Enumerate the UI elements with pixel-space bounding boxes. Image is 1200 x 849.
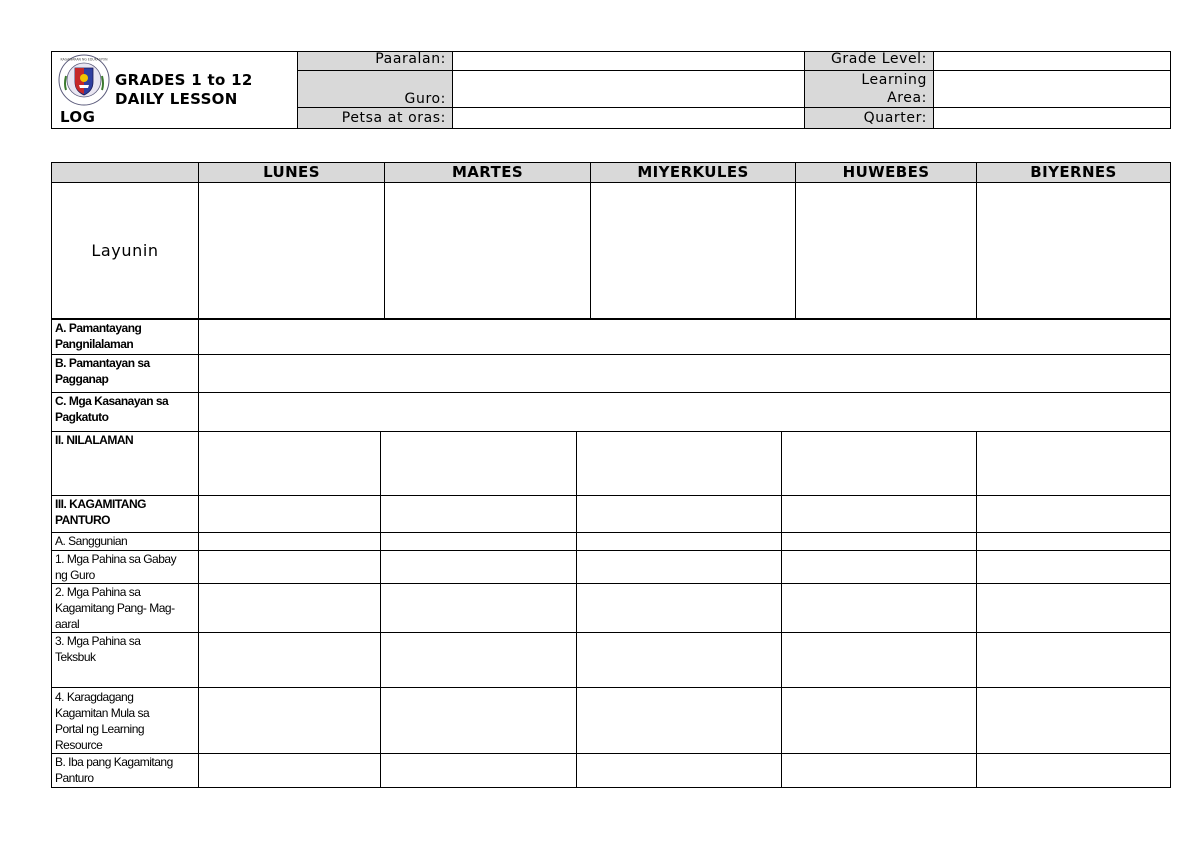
row-label-line: Pagkatuto — [55, 410, 109, 424]
row-label-line: B. Pamantayan sa — [55, 356, 150, 370]
grade-level-label: Grade Level: — [805, 52, 934, 71]
layunin-cell-miyerkules[interactable] — [591, 183, 796, 319]
guro-field[interactable] — [453, 71, 805, 108]
iba-pang-cell-martes[interactable] — [381, 754, 577, 788]
kagamitang-panturo-cell-huwebes[interactable] — [782, 496, 977, 533]
teksbuk-cell-miyerkules[interactable] — [577, 633, 782, 688]
pamantayan-sa-pagganap-cell[interactable] — [199, 355, 1171, 393]
row-label-line: Pangnilalaman — [55, 336, 134, 351]
row-label-line: C. Mga Kasanayan sa — [55, 394, 169, 408]
seal-text: KAGAWARAN NG EDUKASYON — [60, 57, 108, 62]
row-label-line: ng Guro — [55, 568, 95, 582]
karagdagang-cell-lunes[interactable] — [199, 688, 381, 754]
iba-pang-cell-biyernes[interactable] — [977, 754, 1171, 788]
layunin-label: Layunin — [52, 183, 199, 319]
header-table — [51, 51, 1171, 129]
teksbuk-cell-biyernes[interactable] — [977, 633, 1171, 688]
kagamitang-panturo-cell-biyernes[interactable] — [977, 496, 1171, 533]
row-label-karagdagang-kagamitan — [52, 688, 199, 754]
sanggunian-cell-biyernes[interactable] — [977, 533, 1171, 551]
title-block — [52, 52, 298, 129]
row-label-line: Resource — [55, 738, 103, 752]
row-label-line: A. Sanggunian — [55, 534, 128, 548]
kagamitang-panturo-cell-martes[interactable] — [381, 496, 577, 533]
row-label-line: 1. Mga Pahina sa Gabay — [55, 552, 177, 566]
lesson-plan-table — [51, 162, 1171, 788]
row-label-line: II. NILALAMAN — [55, 433, 134, 447]
iba-pang-cell-lunes[interactable] — [199, 754, 381, 788]
row-label-line: Teksbuk — [55, 650, 96, 664]
day-header-huwebes: HUWEBES — [796, 163, 977, 183]
day-header-biyernes: BIYERNES — [977, 163, 1171, 183]
teksbuk-cell-martes[interactable] — [381, 633, 577, 688]
learning-area-label — [805, 71, 934, 108]
sanggunian-cell-martes[interactable] — [381, 533, 577, 551]
row-label-teksbuk — [52, 633, 199, 688]
learning-area-field[interactable] — [934, 71, 1171, 108]
row-label-iba-pang-kagamitan — [52, 754, 199, 788]
pang-mag-aaral-cell-miyerkules[interactable] — [577, 584, 782, 633]
nilalaman-cell-martes[interactable] — [381, 432, 577, 496]
row-label-line: Portal ng Learning — [55, 722, 145, 736]
petsa-label: Petsa at oras: — [298, 108, 453, 129]
row-label-line: PANTURO — [55, 513, 110, 527]
pang-mag-aaral-cell-lunes[interactable] — [199, 584, 381, 633]
deped-seal-icon — [58, 54, 110, 106]
row-label-line: A. Pamantayang — [55, 320, 142, 335]
karagdagang-cell-martes[interactable] — [381, 688, 577, 754]
row-label-gabay-ng-guro — [52, 551, 199, 584]
title-line-2: DAILY LESSON — [115, 90, 238, 108]
sanggunian-cell-miyerkules[interactable] — [577, 533, 782, 551]
pang-mag-aaral-cell-biyernes[interactable] — [977, 584, 1171, 633]
layunin-cell-huwebes[interactable] — [796, 183, 977, 319]
pamantayang-pangnilalaman-cell[interactable] — [199, 319, 1171, 355]
gabay-ng-guro-cell-miyerkules[interactable] — [577, 551, 782, 584]
gabay-ng-guro-cell-huwebes[interactable] — [782, 551, 977, 584]
row-label-kasanayan-sa-pagkatuto — [52, 393, 199, 432]
gabay-ng-guro-cell-biyernes[interactable] — [977, 551, 1171, 584]
corner-cell — [52, 163, 199, 183]
paaralan-label: Paaralan: — [298, 52, 453, 71]
row-label-line: Kagamitan Mula sa — [55, 706, 150, 720]
row-label-line: 3. Mga Pahina sa — [55, 634, 141, 648]
row-label-line: Panturo — [55, 771, 94, 785]
row-label-line: Kagamitang Pang- Mag- — [55, 601, 175, 615]
row-label-kagamitang-pang-mag-aaral — [52, 584, 199, 633]
sanggunian-cell-lunes[interactable] — [199, 533, 381, 551]
row-label-kagamitang-panturo — [52, 496, 199, 533]
row-label-pamantayang-pangnilalaman — [52, 319, 199, 355]
grade-level-field[interactable] — [934, 52, 1171, 71]
teksbuk-cell-huwebes[interactable] — [782, 633, 977, 688]
row-label-nilalaman — [52, 432, 199, 496]
learning-area-label-line-1: Learning — [861, 72, 927, 88]
learning-area-label-line-2: Area: — [887, 90, 927, 106]
paaralan-field[interactable] — [453, 52, 805, 71]
kagamitang-panturo-cell-lunes[interactable] — [199, 496, 381, 533]
nilalaman-cell-lunes[interactable] — [199, 432, 381, 496]
gabay-ng-guro-cell-lunes[interactable] — [199, 551, 381, 584]
row-label-line: aaral — [55, 617, 80, 631]
row-label-line: 2. Mga Pahina sa — [55, 585, 141, 599]
day-header-miyerkules: MIYERKULES — [591, 163, 796, 183]
iba-pang-cell-huwebes[interactable] — [782, 754, 977, 788]
layunin-cell-lunes[interactable] — [199, 183, 385, 319]
iba-pang-cell-miyerkules[interactable] — [577, 754, 782, 788]
karagdagang-cell-biyernes[interactable] — [977, 688, 1171, 754]
sanggunian-cell-huwebes[interactable] — [782, 533, 977, 551]
petsa-field[interactable] — [453, 108, 805, 129]
gabay-ng-guro-cell-martes[interactable] — [381, 551, 577, 584]
nilalaman-cell-biyernes[interactable] — [977, 432, 1171, 496]
pang-mag-aaral-cell-huwebes[interactable] — [782, 584, 977, 633]
layunin-cell-martes[interactable] — [385, 183, 591, 319]
quarter-field[interactable] — [934, 108, 1171, 129]
pang-mag-aaral-cell-martes[interactable] — [381, 584, 577, 633]
title-line-1: GRADES 1 to 12 — [115, 71, 253, 89]
nilalaman-cell-miyerkules[interactable] — [577, 432, 782, 496]
layunin-cell-biyernes[interactable] — [977, 183, 1171, 319]
kasanayan-sa-pagkatuto-cell[interactable] — [199, 393, 1171, 432]
day-header-martes: MARTES — [385, 163, 591, 183]
karagdagang-cell-miyerkules[interactable] — [577, 688, 782, 754]
day-header-lunes: LUNES — [199, 163, 385, 183]
row-label-line: Pagganap — [55, 372, 109, 386]
guro-label: Guro: — [298, 71, 453, 108]
row-label-line: B. Iba pang Kagamitang — [55, 755, 173, 769]
nilalaman-cell-huwebes[interactable] — [782, 432, 977, 496]
quarter-label: Quarter: — [805, 108, 934, 129]
title-line-3: LOG — [60, 108, 96, 126]
lesson-log-title — [115, 71, 253, 109]
row-label-line: 4. Karagdagang — [55, 690, 134, 704]
kagamitang-panturo-cell-miyerkules[interactable] — [577, 496, 782, 533]
row-label-line: III. KAGAMITANG — [55, 497, 146, 511]
row-label-sanggunian — [52, 533, 199, 551]
row-label-pamantayan-sa-pagganap — [52, 355, 199, 393]
karagdagang-cell-huwebes[interactable] — [782, 688, 977, 754]
teksbuk-cell-lunes[interactable] — [199, 633, 381, 688]
